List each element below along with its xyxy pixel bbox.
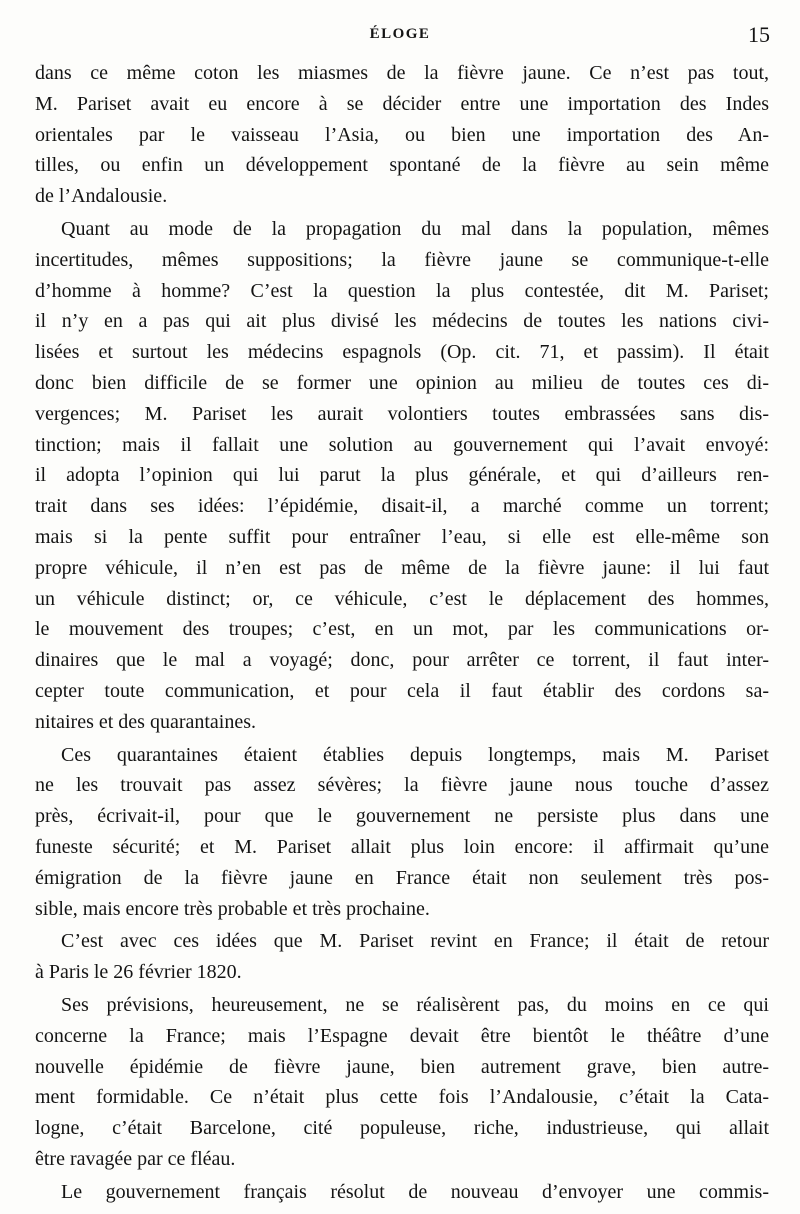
text-line: vergences; M. Pariset les aurait volontiers toutes embrassées sans dis-: [35, 402, 769, 425]
text-line: sible, mais encore très probable et très prochaine.: [35, 897, 430, 920]
text-line: logne, c’était Barcelone, cité populeuse, riche, industrieuse, qui allait: [35, 1117, 769, 1140]
text-line: d’homme à homme? C’est la question la plus contestée, dit M. Pariset;: [35, 279, 769, 302]
text-line: il adopta l’opinion qui lui parut la plus générale, et qui d’ailleurs ren-: [35, 464, 769, 487]
paragraph-4: [35, 926, 769, 988]
text-line: dinaires que le mal a voyagé; donc, pour arrêter ce torrent, il faut inter-: [35, 649, 769, 672]
running-head: ÉLOGE: [369, 26, 431, 42]
paragraph-5: [35, 990, 769, 1175]
text-line: être ravagée par ce fléau.: [35, 1147, 236, 1170]
text-line: ment formidable. Ce n’était plus cette fois l’Andalousie, c’était la Cata-: [35, 1086, 769, 1109]
page-number: 15: [748, 22, 770, 47]
text-line: nitaires et des quarantaines.: [35, 710, 257, 733]
text-line: le mouvement des troupes; c’est, en un mot, par les communications or-: [35, 618, 769, 641]
text-line: incertitudes, mêmes suppositions; la fièvre jaune se communique-t-elle: [35, 248, 769, 271]
text-line: Quant au mode de la propagation du mal dans la population, mêmes: [61, 217, 769, 240]
text-line: C’est avec ces idées que M. Pariset revint en France; il était de retour: [61, 930, 769, 953]
text-line: à Paris le 26 février 1820.: [35, 961, 242, 984]
text-line: Ces quarantaines étaient établies depuis longtemps, mais M. Pariset: [61, 743, 769, 766]
text-line: propre véhicule, il n’en est pas de même de la fièvre jaune: il lui faut: [35, 556, 769, 579]
paragraph-6: [35, 1177, 769, 1208]
page-header: [0, 22, 800, 50]
text-line: tinction; mais il fallait une solution au gouvernement qui l’avait envoyé:: [35, 433, 769, 456]
paragraph-3: [35, 740, 769, 925]
text-line: il n’y en a pas qui ait plus divisé les médecins de toutes les nations civi-: [35, 310, 769, 333]
text-line: donc bien difficile de se former une opinion au milieu de toutes ces di-: [35, 371, 769, 394]
text-line: concerne la France; mais l’Espagne devait être bientôt le théâtre d’une: [35, 1024, 769, 1047]
text-line: cepter toute communication, et pour cela il faut établir des cordons sa-: [35, 679, 769, 702]
text-line: lisées et surtout les médecins espagnols (Op. cit. 71, et passim). Il était: [35, 341, 769, 364]
text-line: nouvelle épidémie de fièvre jaune, bien autrement grave, bien autre-: [35, 1055, 769, 1078]
text-line: orientales par le vaisseau l’Asia, ou bien une importation des An-: [35, 123, 769, 146]
text-line: trait dans ses idées: l’épidémie, disait-il, a marché comme un torrent;: [35, 495, 769, 518]
text-line: tilles, ou enfin un développement spontané de la fièvre au sein même: [35, 154, 769, 177]
text-line: M. Pariset avait eu encore à se décider entre une importation des Indes: [35, 92, 769, 115]
text-line: près, écrivait-il, pour que le gouvernement ne persiste plus dans une: [35, 805, 769, 828]
text-line: Ses prévisions, heureusement, ne se réalisèrent pas, du moins en ce qui: [61, 993, 769, 1016]
text-line: émigration de la fièvre jaune en France était non seulement très pos-: [35, 866, 769, 889]
paragraph-2: [35, 214, 769, 738]
body-text: [35, 58, 769, 1209]
paragraph-1: [35, 58, 769, 212]
text-line: de l’Andalousie.: [35, 185, 168, 208]
text-line: mais si la pente suffit pour entraîner l’eau, si elle est elle-même son: [35, 525, 769, 548]
text-line: un véhicule distinct; or, ce véhicule, c’est le déplacement des hommes,: [35, 587, 769, 610]
text-line: ne les trouvait pas assez sévères; la fièvre jaune nous touche d’assez: [35, 774, 769, 797]
text-line: Le gouvernement français résolut de nouveau d’envoyer une commis-: [61, 1180, 769, 1203]
text-line: dans ce même coton les miasmes de la fièvre jaune. Ce n’est pas tout,: [35, 62, 769, 84]
text-line: funeste sécurité; et M. Pariset allait plus loin encore: il affirmait qu’une: [35, 835, 769, 858]
